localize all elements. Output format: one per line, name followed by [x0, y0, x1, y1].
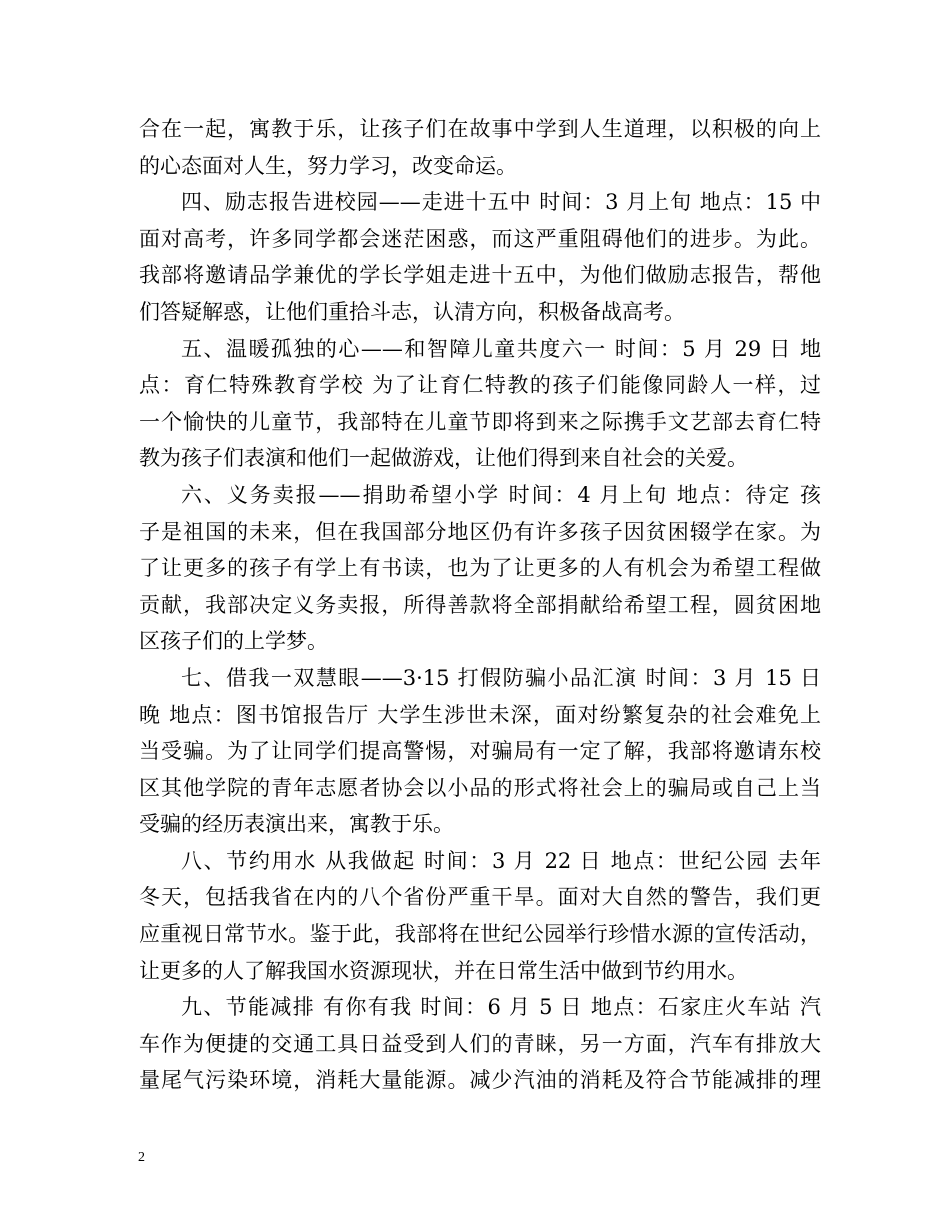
section-heading-line: 九、节能减排 有你有我 时间：6 月 5 日 地点：石家庄火车站 汽 — [181, 995, 821, 1020]
section-heading-line: 七、借我一双慧眼——3·15 打假防骗小品汇演 时间：3 月 15 日 — [181, 665, 821, 690]
text-line: 量尾气污染环境，消耗大量能源。减少汽油的消耗及符合节能减排的理 — [139, 1068, 821, 1093]
page-number: 2 — [138, 1150, 145, 1165]
body-text — [139, 111, 821, 1099]
text-line: 点：育仁特殊教育学校 为了让育仁特教的孩子们能像同龄人一样，过 — [139, 373, 821, 398]
text-line: 受骗的经历表演出来，寓教于乐。 — [139, 812, 454, 837]
text-line: 了让更多的孩子有学上有书读，也为了让更多的人有机会为希望工程做 — [139, 556, 821, 581]
section-heading-line: 五、温暖孤独的心——和智障儿童共度六一 时间：5 月 29 日 地 — [181, 336, 821, 361]
section-heading-line: 六、义务卖报——捐助希望小学 时间：4 月上旬 地点：待定 孩 — [181, 482, 821, 507]
text-line: 让更多的人了解我国水资源现状，并在日常生活中做到节约用水。 — [139, 958, 748, 983]
section-heading-line: 八、节约用水 从我做起 时间：3 月 22 日 地点：世纪公园 去年 — [181, 848, 821, 873]
text-line: 贡献，我部决定义务卖报，所得善款将全部捐献给希望工程，圆贫困地 — [139, 592, 821, 617]
text-line: 区孩子们的上学梦。 — [139, 629, 328, 654]
text-line: 子是祖国的未来，但在我国部分地区仍有许多孩子因贫困辍学在家。为 — [139, 519, 821, 544]
text-line: 们答疑解惑，让他们重拾斗志，认清方向，积极备战高考。 — [139, 299, 685, 324]
section-heading-line: 四、励志报告进校园——走进十五中 时间：3 月上旬 地点：15 中 — [181, 190, 821, 215]
text-line: 一个愉快的儿童节，我部特在儿童节即将到来之际携手文艺部去育仁特 — [139, 409, 821, 434]
text-line: 当受骗。为了让同学们提高警惕，对骗局有一定了解，我部将邀请东校 — [139, 739, 821, 764]
text-line: 面对高考，许多同学都会迷茫困惑，而这严重阻碍他们的进步。为此。 — [139, 226, 821, 251]
text-line: 的心态面对人生，努力学习，改变命运。 — [139, 153, 517, 178]
text-line: 晚 地点：图书馆报告厅 大学生涉世未深，面对纷繁复杂的社会难免上 — [139, 702, 821, 727]
text-line: 区其他学院的青年志愿者协会以小品的形式将社会上的骗局或自己上当 — [139, 775, 821, 800]
text-line: 我部将邀请品学兼优的学长学姐走进十五中，为他们做励志报告，帮他 — [139, 263, 821, 288]
text-line: 教为孩子们表演和他们一起做游戏，让他们得到来自社会的关爱。 — [139, 446, 748, 471]
text-line: 合在一起，寓教于乐，让孩子们在故事中学到人生道理，以积极的向上 — [139, 117, 821, 141]
text-line: 车作为便捷的交通工具日益受到人们的青睐，另一方面，汽车有排放大 — [139, 1031, 821, 1056]
text-line: 冬天，包括我省在内的八个省份严重干旱。面对大自然的警告，我们更 — [139, 885, 821, 910]
text-line: 应重视日常节水。鉴于此，我部将在世纪公园举行珍惜水源的宣传活动， — [139, 922, 821, 947]
